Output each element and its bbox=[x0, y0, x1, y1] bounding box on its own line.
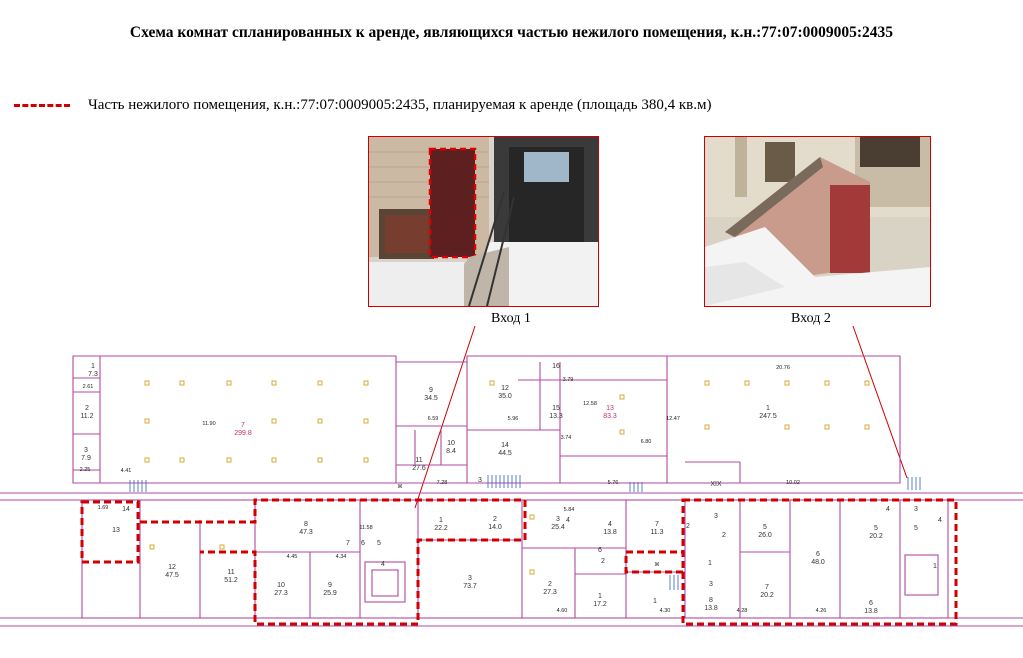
room-area: 73.7 bbox=[463, 583, 477, 590]
room-number: 10 bbox=[447, 440, 455, 447]
room-small-label: 1 bbox=[653, 598, 657, 605]
room-area: 27.3 bbox=[274, 590, 288, 597]
room-area: 47.5 bbox=[165, 572, 179, 579]
room-area: 27.3 bbox=[543, 589, 557, 596]
room-area: 11.2 bbox=[80, 413, 94, 420]
dimension-label: 4.34 bbox=[335, 554, 347, 560]
room-number: 1 bbox=[91, 363, 95, 370]
room-small-label: 7 bbox=[346, 540, 350, 547]
dimension-label: 5.96 bbox=[507, 416, 519, 422]
room-small-label: 5 bbox=[377, 540, 381, 547]
room-number: 1 bbox=[439, 517, 443, 524]
room-number: 3 bbox=[84, 447, 88, 454]
dimension-label: 2.25 bbox=[79, 467, 91, 473]
room-area: 13.8 bbox=[864, 608, 878, 615]
dimension-label: 1.69 bbox=[97, 505, 109, 511]
room-area: 48.0 bbox=[811, 559, 825, 566]
room-area: 7.9 bbox=[81, 455, 91, 462]
room-number: 11 bbox=[227, 569, 235, 576]
room-area: 44.5 bbox=[498, 450, 512, 457]
legend-text: Часть нежилого помещения, к.н.:77:07:0009005:2435, планируемая к аренде (площадь 380,4 кв.м) bbox=[88, 96, 712, 113]
room-small-label: ж bbox=[397, 483, 403, 490]
room-number: 6 bbox=[816, 551, 820, 558]
room-number: 3 bbox=[556, 516, 560, 523]
dimension-label: 4.45 bbox=[286, 554, 298, 560]
dimension-label: 6.80 bbox=[640, 439, 652, 445]
room-number: 6 bbox=[869, 600, 873, 607]
room-small-label: 4 bbox=[938, 517, 942, 524]
page-title: Схема комнат спланированных к аренде, являющихся частью нежилого помещения, к.н.:77:07:0009005:2435 bbox=[129, 24, 894, 41]
room-area: 22.2 bbox=[434, 525, 448, 532]
room-area: 34.5 bbox=[424, 395, 438, 402]
dimension-label: 3.74 bbox=[560, 435, 572, 441]
dimension-label: 7.28 bbox=[436, 480, 448, 486]
room-number: 2 bbox=[493, 516, 497, 523]
room-number: 2 bbox=[85, 405, 89, 412]
dimension-label: 5.84 bbox=[563, 507, 575, 513]
room-area: 13.8 bbox=[704, 605, 718, 612]
room-number: 16 bbox=[552, 363, 560, 370]
room-area: 27.6 bbox=[412, 465, 426, 472]
room-small-label: 4 bbox=[381, 561, 385, 568]
room-small-label: 4 bbox=[886, 506, 890, 513]
room-small-label: 13 bbox=[112, 527, 120, 534]
room-area: 51.2 bbox=[224, 577, 238, 584]
dimension-label: 12.47 bbox=[666, 416, 680, 422]
room-area: 25.4 bbox=[551, 524, 565, 531]
room-small-label: 1 bbox=[708, 560, 712, 567]
room-small-label: 1 bbox=[933, 563, 937, 570]
room-small-label: 3 bbox=[478, 477, 482, 484]
room-area: 13.8 bbox=[603, 529, 617, 536]
room-area: 35.0 bbox=[498, 393, 512, 400]
room-area: 7.3 bbox=[88, 371, 98, 378]
room-small-label: 2 bbox=[601, 558, 605, 565]
room-area: 299.8 bbox=[234, 430, 252, 437]
room-number: 13 bbox=[606, 405, 614, 412]
dimension-label: 6.59 bbox=[427, 416, 439, 422]
dimension-label: 4.30 bbox=[659, 608, 671, 614]
room-small-label: 3 bbox=[709, 581, 713, 588]
rental-area-boundary bbox=[82, 500, 956, 624]
dimension-label: 4.26 bbox=[815, 608, 827, 614]
dimension-label: 11.90 bbox=[202, 421, 216, 427]
room-area: 20.2 bbox=[760, 592, 774, 599]
room-number: 5 bbox=[874, 525, 878, 532]
room-number: 15 bbox=[552, 405, 560, 412]
room-number: 8 bbox=[709, 597, 713, 604]
room-number: 14 bbox=[501, 442, 509, 449]
room-number: 7 bbox=[241, 422, 245, 429]
room-number: 9 bbox=[429, 387, 433, 394]
room-area: 47.3 bbox=[299, 529, 313, 536]
room-number: 10 bbox=[277, 582, 285, 589]
room-number: 11 bbox=[415, 457, 423, 464]
room-small-label: 2 bbox=[686, 523, 690, 530]
room-area: 247.5 bbox=[759, 413, 777, 420]
room-area: 13.3 bbox=[549, 413, 563, 420]
room-number: 4 bbox=[608, 521, 612, 528]
room-number: 1 bbox=[598, 593, 602, 600]
dimension-label: 10.02 bbox=[786, 480, 800, 486]
room-small-label: 3 bbox=[714, 513, 718, 520]
entrance2-leader-line bbox=[853, 326, 907, 478]
dimension-label: 4.41 bbox=[120, 468, 132, 474]
room-small-label: 4 bbox=[566, 517, 570, 524]
room-small-label: 6 bbox=[361, 540, 365, 547]
room-area: 26.0 bbox=[758, 532, 772, 539]
room-number: 3 bbox=[468, 575, 472, 582]
room-area: 83.3 bbox=[603, 413, 617, 420]
dimension-label: 3.79 bbox=[562, 377, 574, 383]
room-small-label: 2 bbox=[722, 532, 726, 539]
dimension-label: 2.61 bbox=[82, 384, 94, 390]
room-small-label: 5 bbox=[914, 525, 918, 532]
room-area: 20.2 bbox=[869, 533, 883, 540]
room-area: 17.2 bbox=[593, 601, 607, 608]
room-number: 12 bbox=[168, 564, 176, 571]
room-number: 8 bbox=[304, 521, 308, 528]
entrance1-caption: Вход 1 bbox=[491, 311, 531, 326]
room-area: 25.9 bbox=[323, 590, 337, 597]
room-area: 8.4 bbox=[446, 448, 456, 455]
room-area: 11.3 bbox=[650, 529, 664, 536]
room-small-label: XIX bbox=[710, 481, 722, 488]
room-small-label: 3 bbox=[914, 506, 918, 513]
room-number: 5 bbox=[763, 524, 767, 531]
dimension-label: 4.60 bbox=[556, 608, 568, 614]
dimension-label: 5.76 bbox=[607, 480, 619, 486]
room-number: 12 bbox=[501, 385, 509, 392]
room-number: 2 bbox=[548, 581, 552, 588]
room-number: 9 bbox=[328, 582, 332, 589]
room-number: 1 bbox=[766, 405, 770, 412]
room-small-label: 6 bbox=[598, 547, 602, 554]
room-number: 7 bbox=[765, 584, 769, 591]
room-number: 7 bbox=[655, 521, 659, 528]
room-small-label: 14 bbox=[122, 506, 130, 513]
dimension-label: 4.28 bbox=[736, 608, 748, 614]
dimension-label: 20.76 bbox=[776, 365, 790, 371]
dimension-label: 12.58 bbox=[583, 401, 597, 407]
entrance2-caption: Вход 2 bbox=[791, 311, 831, 326]
room-area: 14.0 bbox=[488, 524, 502, 531]
room-small-label: ж bbox=[654, 561, 660, 568]
dimension-label: 11.58 bbox=[359, 525, 373, 531]
